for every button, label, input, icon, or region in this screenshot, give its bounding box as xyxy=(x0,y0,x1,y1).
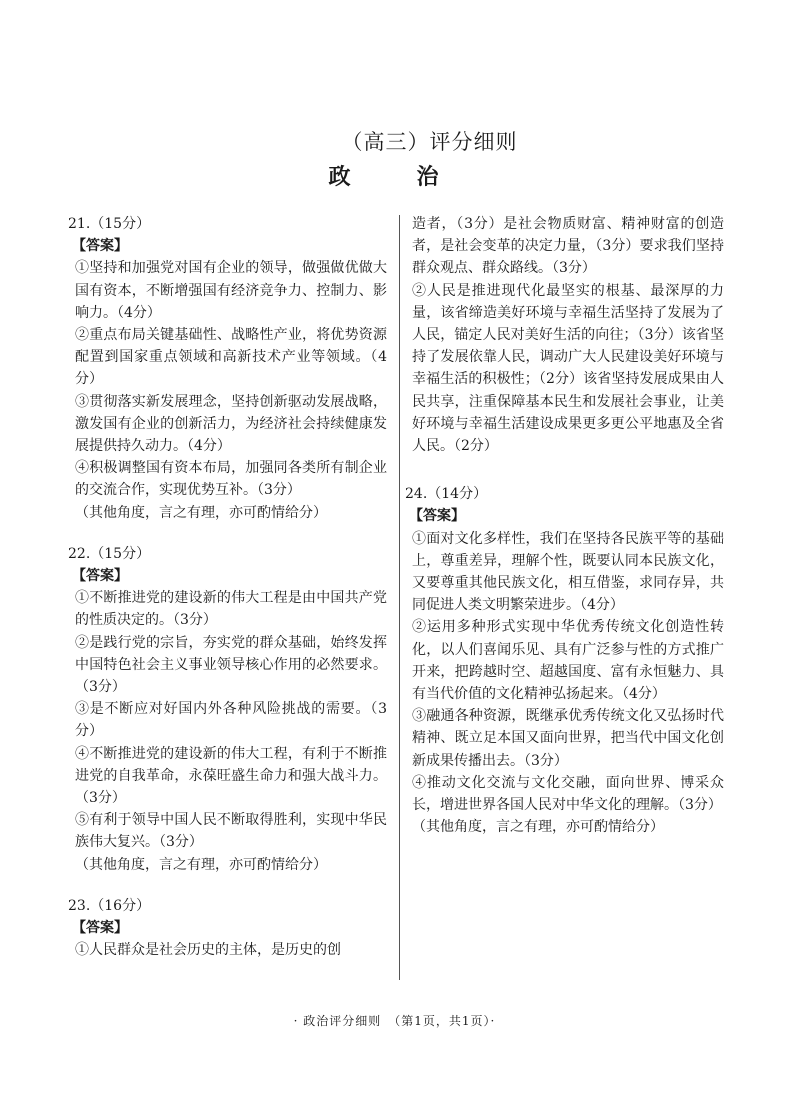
q22-point-3: ③是不断应对好国内外各种风险挑战的需要。（3分） xyxy=(75,701,387,740)
document-title: （高三）评分细则 xyxy=(341,130,518,154)
subject-heading: 政 治 xyxy=(328,164,461,190)
answer-label: 【答案】 xyxy=(72,920,128,937)
q23-point-1-start: ①人民群众是社会历史的主体，是历史的创 xyxy=(75,942,341,959)
question-22-heading: 22.（15分） xyxy=(68,545,151,562)
q23-point-1-cont: 造者，（3分）是社会物质财富、精神财富的创造者，是社会变革的决定力量，（3分）要求我们坚持群众观点、群众路线。（3分） xyxy=(412,216,724,277)
question-21-heading: 21.（15分） xyxy=(68,216,151,232)
answer-label: 【答案】 xyxy=(72,238,128,255)
right-column xyxy=(405,213,724,838)
answer-label: 【答案】 xyxy=(72,568,128,585)
q21-point-1: ①坚持和加强党对国有企业的领导，做强做优做大国有资本，不断增强国有经济竞争力、控制力、影响力。（4分） xyxy=(75,260,387,321)
q22-point-2: ②是践行党的宗旨，夯实党的群众基础，始终发挥中国特色社会主义事业领导核心作用的必然要求。（3分） xyxy=(75,634,387,696)
q22-note: （其他角度，言之有理，亦可酌情给分） xyxy=(75,856,327,873)
q24-note: （其他角度，言之有理，亦可酌情给分） xyxy=(412,819,664,836)
page-footer: · 政治评分细则 （第1页，共1页）· xyxy=(293,1014,496,1028)
q22-point-5: ⑤有利于领导中国人民不断取得胜利，实现中华民族伟大复兴。（3分） xyxy=(75,812,387,851)
q24-point-2: ②运用多种形式实现中华优秀传统文化创造性转化，以人们喜闻乐见、具有广泛参与性的方式推广开来，把跨越时空、超越国度、富有永恒魅力、具有当代价值的文化精神弘扬起来。（4分） xyxy=(412,619,724,703)
left-column xyxy=(68,213,387,962)
q21-note: （其他角度，言之有理，亦可酌情给分） xyxy=(75,504,327,521)
answer-label: 【答案】 xyxy=(409,508,465,525)
question-23-heading: 23.（16分） xyxy=(68,897,151,914)
q21-point-4: ④积极调整国有资本布局，加强同各类所有制企业的交流合作，实现优势互补。（3分） xyxy=(75,460,387,499)
q24-point-3: ③融通各种资源，既继承优秀传统文化又弘扬时代精神、既立足本国又面向世界，把当代中国文化创新成果传播出去。（3分） xyxy=(412,708,724,769)
column-divider xyxy=(399,215,400,980)
q24-point-1: ①面对文化多样性，我们在坚持各民族平等的基础上，尊重差异，理解个性，既要认同本民族文化，又要尊重其他民族文化，相互借鉴，求同存异，共同促进人类文明繁荣进步。（4分） xyxy=(412,530,724,614)
q21-point-2: ②重点布局关键基础性、战略性产业，将优势资源配置到国家重点领域和高新技术产业等领域。（4分） xyxy=(75,327,387,388)
question-24-heading: 24.（14分） xyxy=(405,486,488,503)
q24-point-4: ④推动文化交流与文化交融，面向世界、博采众长，增进世界各国人民对中华文化的理解。（3分） xyxy=(412,774,724,814)
q22-point-4: ④不断推进党的建设新的伟大工程，有利于不断推进党的自我革命，永葆旺盛生命力和强大战斗力。（3分） xyxy=(75,745,387,807)
q21-point-3: ③贯彻落实新发展理念，坚持创新驱动发展战略，激发国有企业的创新活力，为经济社会持续健康发展提供持久动力。（4分） xyxy=(75,393,387,455)
q23-point-2: ②人民是推进现代化最坚实的根基、最深厚的力量，该省缔造美好环境与幸福生活坚持了发展为了人民，锚定人民对美好生活的向往；（3分）该省坚持了发展依靠人民，调动广大人民建设美好环境与幸福生活的积极性；（2分）该省坚持发展成果由人民共享，注重保障基本民生和发展社会事业，让美好环境与幸福生活建设成果更多更公平地惠及全省人民。（2分） xyxy=(412,282,724,455)
q22-point-1: ①不断推进党的建设新的伟大工程是由中国共产党的性质决定的。（3分） xyxy=(75,590,387,629)
